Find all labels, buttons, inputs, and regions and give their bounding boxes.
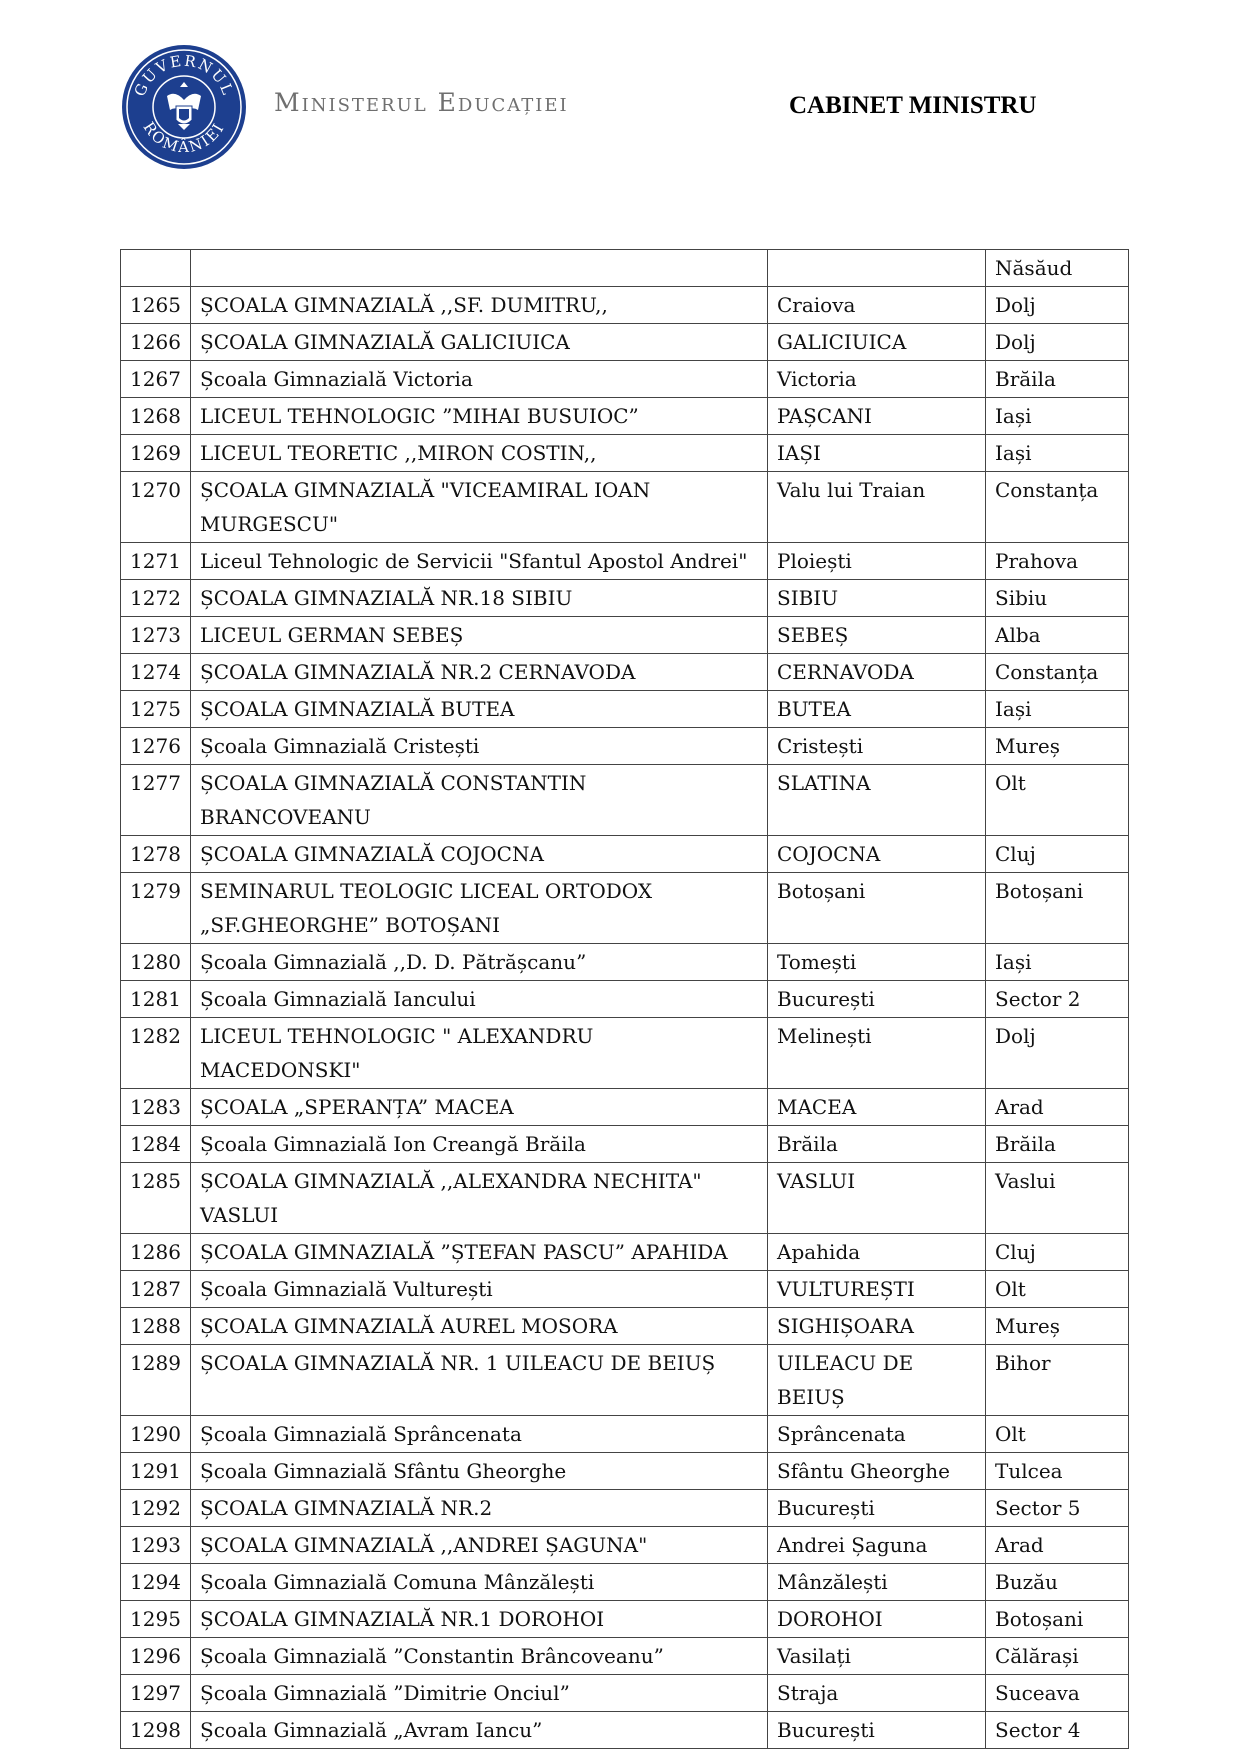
locality-cell (768, 250, 986, 287)
locality-cell: Brăila (768, 1126, 986, 1163)
county-cell: Dolj (986, 324, 1129, 361)
row-number-cell: 1279 (121, 873, 191, 944)
county-cell: Arad (986, 1527, 1129, 1564)
row-number-cell: 1272 (121, 580, 191, 617)
row-number-cell: 1284 (121, 1126, 191, 1163)
school-name-cell: Școala Gimnazială Cristești (191, 728, 768, 765)
locality-cell: Craiova (768, 287, 986, 324)
county-cell: Sector 4 (986, 1712, 1129, 1749)
school-name-cell: Școala Gimnazială Sprâncenata (191, 1416, 768, 1453)
school-name-cell: LICEUL TEHNOLOGIC " ALEXANDRU MACEDONSKI" (191, 1018, 768, 1089)
locality-cell: PAȘCANI (768, 398, 986, 435)
school-name-cell: ȘCOALA GIMNAZIALĂ ”ȘTEFAN PASCU” APAHIDA (191, 1234, 768, 1271)
row-number-cell: 1275 (121, 691, 191, 728)
table-row (121, 654, 1129, 691)
row-number-cell: 1298 (121, 1712, 191, 1749)
locality-cell: Apahida (768, 1234, 986, 1271)
school-name-cell: ȘCOALA GIMNAZIALĂ COJOCNA (191, 836, 768, 873)
school-name-cell: ȘCOALA GIMNAZIALĂ NR.2 (191, 1490, 768, 1527)
locality-cell: Andrei Șaguna (768, 1527, 986, 1564)
locality-cell: Botoșani (768, 873, 986, 944)
county-cell: Prahova (986, 543, 1129, 580)
school-name-cell: ȘCOALA GIMNAZIALĂ ,,SF. DUMITRU,, (191, 287, 768, 324)
locality-cell: Tomești (768, 944, 986, 981)
county-cell: Buzău (986, 1564, 1129, 1601)
table-row (121, 1453, 1129, 1490)
county-cell: Dolj (986, 1018, 1129, 1089)
school-name-cell: Școala Gimnazială Sfântu Gheorghe (191, 1453, 768, 1490)
locality-cell: MACEA (768, 1089, 986, 1126)
county-cell: Bihor (986, 1345, 1129, 1416)
locality-cell: Straja (768, 1675, 986, 1712)
county-cell: Alba (986, 617, 1129, 654)
school-name-cell: Școala Gimnazială Iancului (191, 981, 768, 1018)
county-cell: Botoșani (986, 1601, 1129, 1638)
county-cell: Arad (986, 1089, 1129, 1126)
county-cell: Dolj (986, 287, 1129, 324)
table-row (121, 324, 1129, 361)
row-number-cell: 1293 (121, 1527, 191, 1564)
seal-text-bottom: ROMÂNIEI (139, 118, 229, 157)
school-name-cell: Școala Gimnazială Ion Creangă Brăila (191, 1126, 768, 1163)
row-number-cell: 1267 (121, 361, 191, 398)
table-row (121, 617, 1129, 654)
school-name-cell: Școala Gimnazială Vulturești (191, 1271, 768, 1308)
school-name-cell: ȘCOALA GIMNAZIALĂ ,,ANDREI ȘAGUNA" (191, 1527, 768, 1564)
locality-cell: București (768, 1490, 986, 1527)
row-number-cell: 1282 (121, 1018, 191, 1089)
locality-cell: SLATINA (768, 765, 986, 836)
school-name-cell: Școala Gimnazială Victoria (191, 361, 768, 398)
row-number-cell: 1280 (121, 944, 191, 981)
table-row (121, 1308, 1129, 1345)
ministry-name: Ministerul Educației (274, 88, 569, 117)
county-cell: Cluj (986, 836, 1129, 873)
county-cell: Constanța (986, 654, 1129, 691)
row-number-cell: 1270 (121, 472, 191, 543)
locality-cell: Victoria (768, 361, 986, 398)
locality-cell: VASLUI (768, 1163, 986, 1234)
county-cell: Constanța (986, 472, 1129, 543)
school-name-cell: ȘCOALA GIMNAZIALĂ BUTEA (191, 691, 768, 728)
school-name-cell: Școala Gimnazială „Avram Iancu” (191, 1712, 768, 1749)
county-cell: Călărași (986, 1638, 1129, 1675)
county-cell: Cluj (986, 1234, 1129, 1271)
row-number-cell: 1297 (121, 1675, 191, 1712)
row-number-cell: 1287 (121, 1271, 191, 1308)
table-row (121, 981, 1129, 1018)
table-row (121, 873, 1129, 944)
school-name-cell: ȘCOALA GIMNAZIALĂ CONSTANTIN BRANCOVEANU (191, 765, 768, 836)
school-name-cell: ȘCOALA GIMNAZIALĂ NR. 1 UILEACU DE BEIUȘ (191, 1345, 768, 1416)
county-cell: Brăila (986, 1126, 1129, 1163)
table-row (121, 1163, 1129, 1234)
row-number-cell: 1288 (121, 1308, 191, 1345)
locality-cell: UILEACU DE BEIUȘ (768, 1345, 986, 1416)
locality-cell: IAȘI (768, 435, 986, 472)
table-row (121, 1490, 1129, 1527)
row-number-cell: 1273 (121, 617, 191, 654)
row-number-cell: 1289 (121, 1345, 191, 1416)
row-number-cell: 1274 (121, 654, 191, 691)
table-row (121, 1126, 1129, 1163)
locality-cell: Valu lui Traian (768, 472, 986, 543)
seal-text-top: GUVERNUL (130, 51, 238, 99)
table-row (121, 398, 1129, 435)
locality-cell: DOROHOI (768, 1601, 986, 1638)
table-row (121, 765, 1129, 836)
county-cell: Sibiu (986, 580, 1129, 617)
table-row (121, 361, 1129, 398)
table-row (121, 944, 1129, 981)
table-row (121, 1527, 1129, 1564)
county-cell: Brăila (986, 361, 1129, 398)
school-name-cell: ȘCOALA GIMNAZIALĂ NR.18 SIBIU (191, 580, 768, 617)
row-number-cell: 1294 (121, 1564, 191, 1601)
row-number-cell (121, 250, 191, 287)
school-name-cell: LICEUL TEHNOLOGIC ”MIHAI BUSUIOC” (191, 398, 768, 435)
school-name-cell: Școala Gimnazială ,,D. D. Pătrășcanu” (191, 944, 768, 981)
school-name-cell: ȘCOALA GIMNAZIALĂ GALICIUICA (191, 324, 768, 361)
county-cell: Iași (986, 398, 1129, 435)
locality-cell: Mânzălești (768, 1564, 986, 1601)
row-number-cell: 1285 (121, 1163, 191, 1234)
school-name-cell: Școala Gimnazială ”Constantin Brâncoveanu” (191, 1638, 768, 1675)
cabinet-title: CABINET MINISTRU (789, 92, 1037, 119)
table-row (121, 543, 1129, 580)
table-row (121, 580, 1129, 617)
row-number-cell: 1292 (121, 1490, 191, 1527)
locality-cell: CERNAVODA (768, 654, 986, 691)
table-row (121, 1712, 1129, 1749)
table-row (121, 1675, 1129, 1712)
county-cell: Tulcea (986, 1453, 1129, 1490)
table-row (121, 1234, 1129, 1271)
county-cell: Mureș (986, 1308, 1129, 1345)
locality-cell: Sfântu Gheorghe (768, 1453, 986, 1490)
county-cell: Olt (986, 1271, 1129, 1308)
county-cell: Vaslui (986, 1163, 1129, 1234)
county-cell: Sector 2 (986, 981, 1129, 1018)
row-number-cell: 1276 (121, 728, 191, 765)
table-row (121, 250, 1129, 287)
county-cell: Năsăud (986, 250, 1129, 287)
row-number-cell: 1291 (121, 1453, 191, 1490)
row-number-cell: 1295 (121, 1601, 191, 1638)
locality-cell: Ploiești (768, 543, 986, 580)
school-name-cell: Liceul Tehnologic de Servicii "Sfantul Apostol Andrei" (191, 543, 768, 580)
locality-cell: SEBEȘ (768, 617, 986, 654)
locality-cell: GALICIUICA (768, 324, 986, 361)
school-name-cell: LICEUL GERMAN SEBEȘ (191, 617, 768, 654)
school-name-cell: ȘCOALA GIMNAZIALĂ "VICEAMIRAL IOAN MURGESCU" (191, 472, 768, 543)
table-row (121, 472, 1129, 543)
county-cell: Sector 5 (986, 1490, 1129, 1527)
school-name-cell: Școala Gimnazială Comuna Mânzălești (191, 1564, 768, 1601)
row-number-cell: 1269 (121, 435, 191, 472)
table-row (121, 691, 1129, 728)
school-name-cell: LICEUL TEORETIC ,,MIRON COSTIN,, (191, 435, 768, 472)
locality-cell: SIBIU (768, 580, 986, 617)
locality-cell: Melinești (768, 1018, 986, 1089)
locality-cell: Sprâncenata (768, 1416, 986, 1453)
locality-cell: București (768, 981, 986, 1018)
table-row (121, 1271, 1129, 1308)
county-cell: Botoșani (986, 873, 1129, 944)
row-number-cell: 1281 (121, 981, 191, 1018)
row-number-cell: 1296 (121, 1638, 191, 1675)
table-row (121, 1089, 1129, 1126)
school-name-cell: ȘCOALA „SPERANȚA” MACEA (191, 1089, 768, 1126)
county-cell: Iași (986, 691, 1129, 728)
school-name-cell (191, 250, 768, 287)
county-cell: Olt (986, 1416, 1129, 1453)
locality-cell: București (768, 1712, 986, 1749)
row-number-cell: 1278 (121, 836, 191, 873)
locality-cell: VULTUREȘTI (768, 1271, 986, 1308)
locality-cell: BUTEA (768, 691, 986, 728)
county-cell: Iași (986, 944, 1129, 981)
table-row (121, 1018, 1129, 1089)
row-number-cell: 1271 (121, 543, 191, 580)
row-number-cell: 1277 (121, 765, 191, 836)
row-number-cell: 1286 (121, 1234, 191, 1271)
table-row (121, 1416, 1129, 1453)
schools-table (120, 249, 1129, 1749)
table-row (121, 1564, 1129, 1601)
school-name-cell: ȘCOALA GIMNAZIALĂ AUREL MOSORA (191, 1308, 768, 1345)
table-row (121, 1345, 1129, 1416)
table-row (121, 1601, 1129, 1638)
row-number-cell: 1265 (121, 287, 191, 324)
county-cell: Mureș (986, 728, 1129, 765)
county-cell: Suceava (986, 1675, 1129, 1712)
table-row (121, 836, 1129, 873)
county-cell: Olt (986, 765, 1129, 836)
locality-cell: Vasilați (768, 1638, 986, 1675)
locality-cell: SIGHIȘOARA (768, 1308, 986, 1345)
row-number-cell: 1268 (121, 398, 191, 435)
row-number-cell: 1283 (121, 1089, 191, 1126)
table-row (121, 435, 1129, 472)
government-seal-logo (121, 44, 247, 170)
locality-cell: COJOCNA (768, 836, 986, 873)
school-name-cell: Școala Gimnazială ”Dimitrie Onciul” (191, 1675, 768, 1712)
table-row (121, 728, 1129, 765)
school-name-cell: ȘCOALA GIMNAZIALĂ NR.1 DOROHOI (191, 1601, 768, 1638)
locality-cell: Cristești (768, 728, 986, 765)
school-name-cell: ȘCOALA GIMNAZIALĂ NR.2 CERNAVODA (191, 654, 768, 691)
county-cell: Iași (986, 435, 1129, 472)
table-row (121, 287, 1129, 324)
school-name-cell: SEMINARUL TEOLOGIC LICEAL ORTODOX „SF.GHEORGHE” BOTOȘANI (191, 873, 768, 944)
school-name-cell: ȘCOALA GIMNAZIALĂ ,,ALEXANDRA NECHITA" VASLUI (191, 1163, 768, 1234)
row-number-cell: 1290 (121, 1416, 191, 1453)
table-row (121, 1638, 1129, 1675)
row-number-cell: 1266 (121, 324, 191, 361)
